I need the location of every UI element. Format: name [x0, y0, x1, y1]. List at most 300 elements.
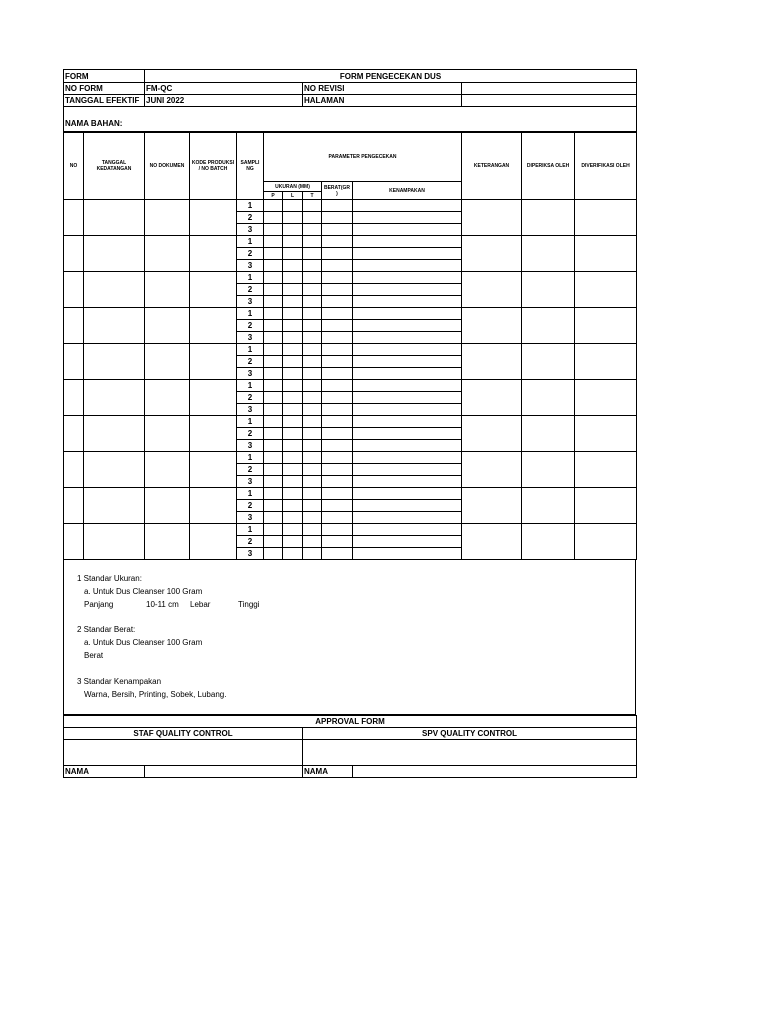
cell-t[interactable]: [303, 332, 322, 344]
col-sampling: SAMPLI NG: [237, 133, 264, 200]
cell-p[interactable]: [264, 260, 283, 272]
cell-berat[interactable]: [322, 416, 353, 428]
cell-p[interactable]: [264, 488, 283, 500]
cell-berat[interactable]: [322, 368, 353, 380]
cell-sampling-number: 1: [237, 488, 264, 500]
cell-diperiksa[interactable]: [522, 200, 575, 236]
note-1-panjang: Panjang: [84, 600, 114, 609]
col-ukuran: UKURAN (MM): [264, 182, 322, 192]
cell-kode-produksi[interactable]: [190, 272, 237, 308]
cell-p[interactable]: [264, 212, 283, 224]
cell-keterangan[interactable]: [462, 308, 522, 344]
cell-kenampakan[interactable]: [353, 452, 462, 464]
cell-berat[interactable]: [322, 428, 353, 440]
cell-l[interactable]: [283, 476, 303, 488]
cell-berat[interactable]: [322, 260, 353, 272]
cell-l[interactable]: [283, 500, 303, 512]
cell-p[interactable]: [264, 368, 283, 380]
cell-p[interactable]: [264, 296, 283, 308]
cell-diverifikasi[interactable]: [575, 200, 637, 236]
cell-p[interactable]: [264, 344, 283, 356]
cell-t[interactable]: [303, 308, 322, 320]
cell-keterangan[interactable]: [462, 236, 522, 272]
cell-t[interactable]: [303, 428, 322, 440]
cell-dokumen[interactable]: [145, 488, 190, 524]
inspection-grid-body: [64, 200, 637, 560]
cell-diverifikasi[interactable]: [575, 488, 637, 524]
cell-t[interactable]: [303, 200, 322, 212]
table-row: [64, 416, 637, 428]
cell-diverifikasi[interactable]: [575, 344, 637, 380]
cell-l[interactable]: [283, 548, 303, 560]
tanggal-efektif-value: JUNI 2022: [145, 95, 303, 107]
cell-p[interactable]: [264, 536, 283, 548]
cell-l[interactable]: [283, 404, 303, 416]
cell-l[interactable]: [283, 368, 303, 380]
cell-t[interactable]: [303, 236, 322, 248]
cell-kenampakan[interactable]: [353, 368, 462, 380]
cell-l[interactable]: [283, 332, 303, 344]
cell-kenampakan[interactable]: [353, 248, 462, 260]
cell-kenampakan[interactable]: [353, 512, 462, 524]
cell-berat[interactable]: [322, 464, 353, 476]
cell-keterangan[interactable]: [462, 344, 522, 380]
cell-dokumen[interactable]: [145, 272, 190, 308]
col-tanggal-kedatangan: TANGGAL KEDATANGAN: [84, 133, 145, 200]
cell-kenampakan[interactable]: [353, 332, 462, 344]
cell-kenampakan[interactable]: [353, 308, 462, 320]
cell-no[interactable]: [64, 416, 84, 452]
form-label: FORM: [64, 70, 145, 83]
cell-kenampakan[interactable]: [353, 236, 462, 248]
cell-t[interactable]: [303, 272, 322, 284]
cell-dokumen[interactable]: [145, 452, 190, 488]
cell-keterangan[interactable]: [462, 200, 522, 236]
table-row: [64, 236, 637, 248]
table-row: [64, 344, 637, 356]
cell-p[interactable]: [264, 452, 283, 464]
cell-p[interactable]: [264, 224, 283, 236]
cell-no[interactable]: [64, 236, 84, 272]
col-l: L: [283, 192, 303, 200]
cell-t[interactable]: [303, 404, 322, 416]
cell-kode-produksi[interactable]: [190, 380, 237, 416]
cell-l[interactable]: [283, 308, 303, 320]
cell-kode-produksi[interactable]: [190, 416, 237, 452]
cell-diverifikasi[interactable]: [575, 524, 637, 560]
cell-diperiksa[interactable]: [522, 272, 575, 308]
note-3-text: Warna, Bersih, Printing, Sobek, Lubang.: [84, 690, 227, 699]
cell-sampling-number: 3: [237, 332, 264, 344]
cell-tanggal[interactable]: [84, 236, 145, 272]
cell-tanggal[interactable]: [84, 488, 145, 524]
cell-p[interactable]: [264, 200, 283, 212]
cell-t[interactable]: [303, 296, 322, 308]
cell-l[interactable]: [283, 512, 303, 524]
cell-p[interactable]: [264, 500, 283, 512]
cell-keterangan[interactable]: [462, 452, 522, 488]
cell-diperiksa[interactable]: [522, 452, 575, 488]
cell-kenampakan[interactable]: [353, 260, 462, 272]
cell-kenampakan[interactable]: [353, 224, 462, 236]
note-1-tinggi: Tinggi: [238, 600, 260, 609]
cell-l[interactable]: [283, 200, 303, 212]
cell-l[interactable]: [283, 272, 303, 284]
cell-l[interactable]: [283, 488, 303, 500]
nama-right-value[interactable]: [353, 766, 637, 778]
cell-p[interactable]: [264, 464, 283, 476]
cell-kenampakan[interactable]: [353, 464, 462, 476]
cell-kode-produksi[interactable]: [190, 308, 237, 344]
cell-tanggal[interactable]: [84, 416, 145, 452]
cell-berat[interactable]: [322, 212, 353, 224]
cell-kenampakan[interactable]: [353, 500, 462, 512]
cell-t[interactable]: [303, 536, 322, 548]
cell-sampling-number: 1: [237, 200, 264, 212]
standards-notes: [63, 560, 636, 715]
cell-berat[interactable]: [322, 308, 353, 320]
cell-sampling-number: 2: [237, 464, 264, 476]
cell-keterangan[interactable]: [462, 272, 522, 308]
cell-l[interactable]: [283, 536, 303, 548]
cell-l[interactable]: [283, 524, 303, 536]
cell-dokumen[interactable]: [145, 308, 190, 344]
col-diverifikasi-oleh: DIVERIFIKASI OLEH: [575, 133, 637, 200]
cell-diverifikasi[interactable]: [575, 308, 637, 344]
cell-keterangan[interactable]: [462, 380, 522, 416]
note-3-title: 3 Standar Kenampakan: [77, 677, 162, 686]
cell-kode-produksi[interactable]: [190, 344, 237, 380]
cell-sampling-number: 1: [237, 416, 264, 428]
cell-sampling-number: 2: [237, 428, 264, 440]
no-revisi-value[interactable]: [462, 83, 637, 95]
cell-t[interactable]: [303, 356, 322, 368]
cell-berat[interactable]: [322, 248, 353, 260]
cell-t[interactable]: [303, 320, 322, 332]
cell-p[interactable]: [264, 380, 283, 392]
cell-diverifikasi[interactable]: [575, 236, 637, 272]
cell-tanggal[interactable]: [84, 272, 145, 308]
cell-l[interactable]: [283, 224, 303, 236]
col-p: P: [264, 192, 283, 200]
cell-t[interactable]: [303, 344, 322, 356]
cell-kode-produksi[interactable]: [190, 452, 237, 488]
form-title: FORM PENGECEKAN DUS: [145, 70, 637, 83]
cell-no[interactable]: [64, 380, 84, 416]
cell-diperiksa[interactable]: [522, 488, 575, 524]
cell-p[interactable]: [264, 272, 283, 284]
cell-berat[interactable]: [322, 380, 353, 392]
cell-no[interactable]: [64, 344, 84, 380]
note-1-lebar: Lebar: [190, 600, 211, 609]
cell-t[interactable]: [303, 260, 322, 272]
cell-t[interactable]: [303, 500, 322, 512]
cell-t[interactable]: [303, 380, 322, 392]
cell-kenampakan[interactable]: [353, 296, 462, 308]
cell-sampling-number: 2: [237, 500, 264, 512]
approval-table: [63, 715, 637, 778]
cell-kenampakan[interactable]: [353, 488, 462, 500]
cell-berat[interactable]: [322, 200, 353, 212]
cell-berat[interactable]: [322, 284, 353, 296]
cell-p[interactable]: [264, 356, 283, 368]
cell-p[interactable]: [264, 404, 283, 416]
cell-sampling-number: 1: [237, 344, 264, 356]
cell-kenampakan[interactable]: [353, 320, 462, 332]
cell-t[interactable]: [303, 476, 322, 488]
cell-p[interactable]: [264, 308, 283, 320]
cell-diverifikasi[interactable]: [575, 272, 637, 308]
cell-p[interactable]: [264, 416, 283, 428]
cell-no[interactable]: [64, 308, 84, 344]
cell-diperiksa[interactable]: [522, 344, 575, 380]
cell-keterangan[interactable]: [462, 416, 522, 452]
cell-tanggal[interactable]: [84, 308, 145, 344]
cell-t[interactable]: [303, 368, 322, 380]
cell-l[interactable]: [283, 344, 303, 356]
spv-signature-box[interactable]: [303, 740, 637, 766]
cell-tanggal[interactable]: [84, 200, 145, 236]
cell-dokumen[interactable]: [145, 236, 190, 272]
cell-no[interactable]: [64, 200, 84, 236]
cell-t[interactable]: [303, 524, 322, 536]
cell-sampling-number: 3: [237, 368, 264, 380]
cell-l[interactable]: [283, 428, 303, 440]
col-kenampakan: KENAMPAKAN: [353, 182, 462, 200]
cell-l[interactable]: [283, 416, 303, 428]
cell-kenampakan[interactable]: [353, 548, 462, 560]
cell-sampling-number: 2: [237, 284, 264, 296]
cell-t[interactable]: [303, 440, 322, 452]
cell-l[interactable]: [283, 452, 303, 464]
cell-l[interactable]: [283, 356, 303, 368]
cell-berat[interactable]: [322, 320, 353, 332]
cell-kenampakan[interactable]: [353, 392, 462, 404]
cell-berat[interactable]: [322, 548, 353, 560]
cell-sampling-number: 1: [237, 380, 264, 392]
col-kode-produksi: KODE PRODUKSI / NO BATCH: [190, 133, 237, 200]
cell-t[interactable]: [303, 548, 322, 560]
cell-p[interactable]: [264, 284, 283, 296]
col-t: T: [303, 192, 322, 200]
cell-no[interactable]: [64, 272, 84, 308]
cell-diperiksa[interactable]: [522, 524, 575, 560]
cell-berat[interactable]: [322, 224, 353, 236]
cell-diverifikasi[interactable]: [575, 416, 637, 452]
cell-l[interactable]: [283, 380, 303, 392]
cell-berat[interactable]: [322, 356, 353, 368]
cell-berat[interactable]: [322, 296, 353, 308]
cell-keterangan[interactable]: [462, 524, 522, 560]
cell-p[interactable]: [264, 428, 283, 440]
note-1-sub: a. Untuk Dus Cleanser 100 Gram: [84, 587, 203, 596]
cell-p[interactable]: [264, 236, 283, 248]
spv-qc-label: SPV QUALITY CONTROL: [303, 728, 637, 740]
cell-berat[interactable]: [322, 332, 353, 344]
col-no: NO: [64, 133, 84, 200]
note-2-title: 2 Standar Berat:: [77, 625, 136, 634]
cell-berat[interactable]: [322, 392, 353, 404]
inspection-grid: [63, 132, 637, 560]
cell-kenampakan[interactable]: [353, 200, 462, 212]
nama-left-value[interactable]: [145, 766, 303, 778]
cell-l[interactable]: [283, 320, 303, 332]
cell-l[interactable]: [283, 392, 303, 404]
cell-tanggal[interactable]: [84, 344, 145, 380]
cell-berat[interactable]: [322, 524, 353, 536]
cell-kenampakan[interactable]: [353, 212, 462, 224]
cell-sampling-number: 2: [237, 356, 264, 368]
cell-kenampakan[interactable]: [353, 272, 462, 284]
table-row: [64, 308, 637, 320]
cell-no[interactable]: [64, 524, 84, 560]
cell-t[interactable]: [303, 488, 322, 500]
cell-berat[interactable]: [322, 512, 353, 524]
tanggal-efektif-label: TANGGAL EFEKTIF: [64, 95, 145, 107]
cell-berat[interactable]: [322, 452, 353, 464]
cell-sampling-number: 3: [237, 476, 264, 488]
cell-t[interactable]: [303, 452, 322, 464]
cell-berat[interactable]: [322, 236, 353, 248]
cell-sampling-number: 3: [237, 296, 264, 308]
cell-dokumen[interactable]: [145, 380, 190, 416]
cell-sampling-number: 3: [237, 512, 264, 524]
cell-berat[interactable]: [322, 500, 353, 512]
table-row: [64, 380, 637, 392]
table-row: [64, 200, 637, 212]
cell-sampling-number: 3: [237, 404, 264, 416]
cell-l[interactable]: [283, 212, 303, 224]
cell-l[interactable]: [283, 464, 303, 476]
cell-no[interactable]: [64, 452, 84, 488]
cell-l[interactable]: [283, 284, 303, 296]
cell-diverifikasi[interactable]: [575, 452, 637, 488]
cell-dokumen[interactable]: [145, 200, 190, 236]
cell-p[interactable]: [264, 524, 283, 536]
cell-l[interactable]: [283, 296, 303, 308]
cell-t[interactable]: [303, 212, 322, 224]
cell-sampling-number: 2: [237, 248, 264, 260]
cell-kenampakan[interactable]: [353, 284, 462, 296]
cell-dokumen[interactable]: [145, 416, 190, 452]
cell-sampling-number: 3: [237, 440, 264, 452]
cell-dokumen[interactable]: [145, 344, 190, 380]
note-2-sub: a. Untuk Dus Cleanser 100 Gram: [84, 638, 203, 647]
cell-l[interactable]: [283, 248, 303, 260]
cell-p[interactable]: [264, 440, 283, 452]
cell-sampling-number: 1: [237, 308, 264, 320]
cell-p[interactable]: [264, 320, 283, 332]
cell-diperiksa[interactable]: [522, 380, 575, 416]
cell-l[interactable]: [283, 236, 303, 248]
halaman-label: HALAMAN: [303, 95, 462, 107]
cell-diverifikasi[interactable]: [575, 380, 637, 416]
cell-t[interactable]: [303, 284, 322, 296]
cell-sampling-number: 2: [237, 320, 264, 332]
nama-right-label: NAMA: [303, 766, 353, 778]
col-berat: BERAT(GR ): [322, 182, 353, 200]
cell-tanggal[interactable]: [84, 524, 145, 560]
cell-berat[interactable]: [322, 536, 353, 548]
cell-p[interactable]: [264, 248, 283, 260]
cell-l[interactable]: [283, 260, 303, 272]
col-diperiksa-oleh: DIPERIKSA OLEH: [522, 133, 575, 200]
cell-t[interactable]: [303, 464, 322, 476]
cell-t[interactable]: [303, 224, 322, 236]
cell-kenampakan[interactable]: [353, 380, 462, 392]
cell-kenampakan[interactable]: [353, 440, 462, 452]
nama-bahan-label: NAMA BAHAN:: [64, 107, 637, 132]
cell-kode-produksi[interactable]: [190, 236, 237, 272]
cell-kenampakan[interactable]: [353, 524, 462, 536]
cell-kode-produksi[interactable]: [190, 524, 237, 560]
cell-kenampakan[interactable]: [353, 356, 462, 368]
cell-berat[interactable]: [322, 476, 353, 488]
table-row: [64, 488, 637, 500]
cell-sampling-number: 3: [237, 548, 264, 560]
cell-t[interactable]: [303, 392, 322, 404]
staf-qc-label: STAF QUALITY CONTROL: [64, 728, 303, 740]
cell-p[interactable]: [264, 476, 283, 488]
cell-tanggal[interactable]: [84, 380, 145, 416]
cell-t[interactable]: [303, 248, 322, 260]
cell-kenampakan[interactable]: [353, 428, 462, 440]
cell-tanggal[interactable]: [84, 452, 145, 488]
cell-berat[interactable]: [322, 344, 353, 356]
cell-p[interactable]: [264, 512, 283, 524]
cell-berat[interactable]: [322, 488, 353, 500]
cell-sampling-number: 1: [237, 452, 264, 464]
cell-l[interactable]: [283, 440, 303, 452]
halaman-value[interactable]: [462, 95, 637, 107]
cell-diperiksa[interactable]: [522, 308, 575, 344]
cell-sampling-number: 2: [237, 212, 264, 224]
cell-p[interactable]: [264, 392, 283, 404]
cell-diperiksa[interactable]: [522, 416, 575, 452]
cell-t[interactable]: [303, 512, 322, 524]
no-form-value: FM-QC: [145, 83, 303, 95]
cell-sampling-number: 1: [237, 272, 264, 284]
table-row: [64, 524, 637, 536]
cell-sampling-number: 2: [237, 536, 264, 548]
note-2-berat: Berat: [84, 651, 104, 660]
cell-p[interactable]: [264, 548, 283, 560]
cell-keterangan[interactable]: [462, 488, 522, 524]
inspection-form-sheet: [63, 69, 636, 778]
cell-berat[interactable]: [322, 404, 353, 416]
cell-p[interactable]: [264, 332, 283, 344]
cell-dokumen[interactable]: [145, 524, 190, 560]
cell-sampling-number: 1: [237, 236, 264, 248]
cell-diperiksa[interactable]: [522, 236, 575, 272]
cell-t[interactable]: [303, 416, 322, 428]
cell-berat[interactable]: [322, 272, 353, 284]
cell-berat[interactable]: [322, 440, 353, 452]
cell-kenampakan[interactable]: [353, 416, 462, 428]
nama-left-label: NAMA: [64, 766, 145, 778]
cell-sampling-number: 3: [237, 224, 264, 236]
cell-no[interactable]: [64, 488, 84, 524]
cell-kenampakan[interactable]: [353, 344, 462, 356]
cell-kenampakan[interactable]: [353, 536, 462, 548]
cell-kenampakan[interactable]: [353, 404, 462, 416]
cell-sampling-number: 2: [237, 392, 264, 404]
cell-kenampakan[interactable]: [353, 476, 462, 488]
cell-kode-produksi[interactable]: [190, 200, 237, 236]
approval-title: APPROVAL FORM: [64, 716, 637, 728]
staf-signature-box[interactable]: [64, 740, 303, 766]
cell-kode-produksi[interactable]: [190, 488, 237, 524]
